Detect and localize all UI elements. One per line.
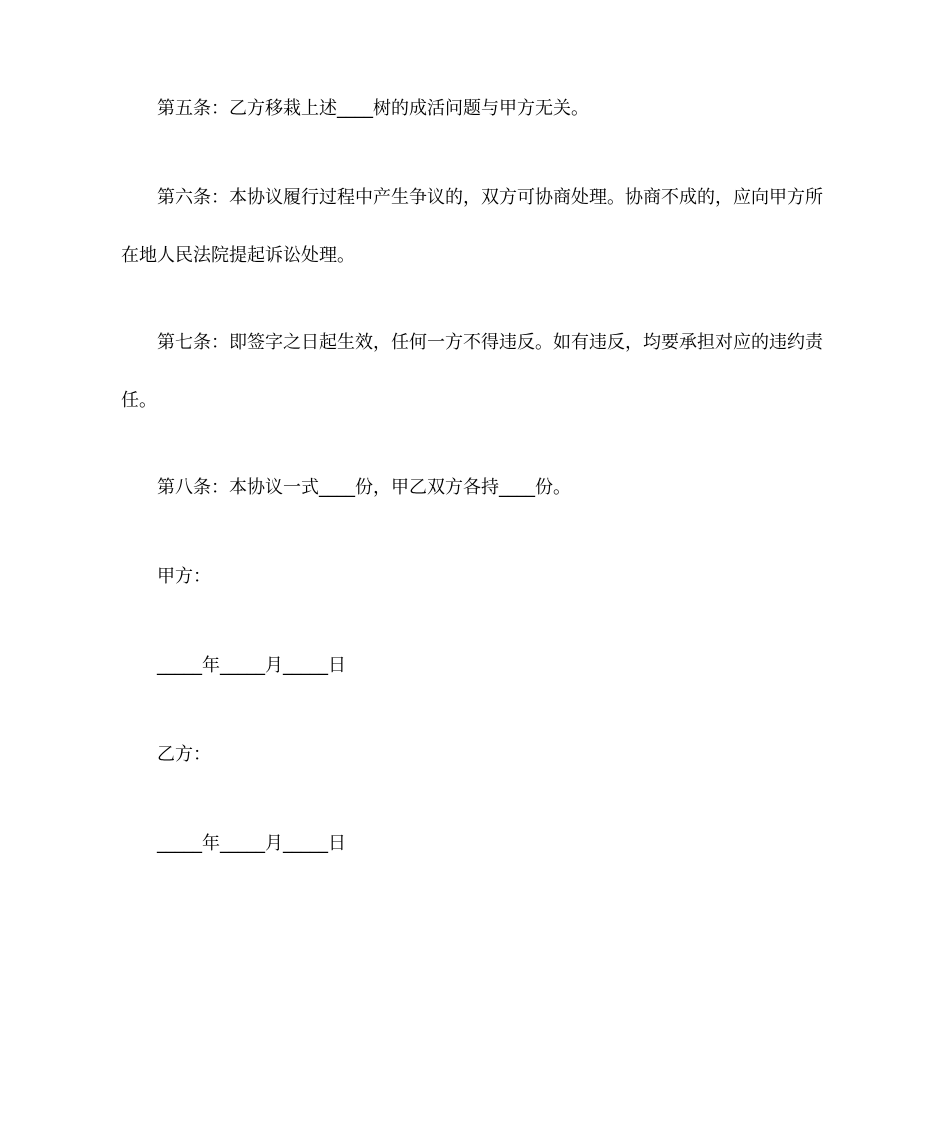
party-a-label: 甲方： bbox=[157, 566, 211, 587]
party-a-date: _____年_____月_____日 bbox=[157, 655, 346, 676]
article-6: 第六条：本协议履行过程中产生争议的，双方可协商处理。协商不成的，应向甲方所在地人民法院提起诉讼处理。 bbox=[121, 187, 823, 266]
party-b-date: _____年_____月_____日 bbox=[157, 833, 346, 854]
article-8: 第八条：本协议一式____份，甲乙双方各持____份。 bbox=[157, 477, 571, 498]
article-5: 第五条：乙方移栽上述____树的成活问题与甲方无关。 bbox=[157, 98, 589, 119]
article-7: 第七条：即签字之日起生效，任何一方不得违反。如有违反，均要承担对应的违约责任。 bbox=[121, 332, 823, 411]
party-b-label: 乙方： bbox=[157, 744, 211, 765]
